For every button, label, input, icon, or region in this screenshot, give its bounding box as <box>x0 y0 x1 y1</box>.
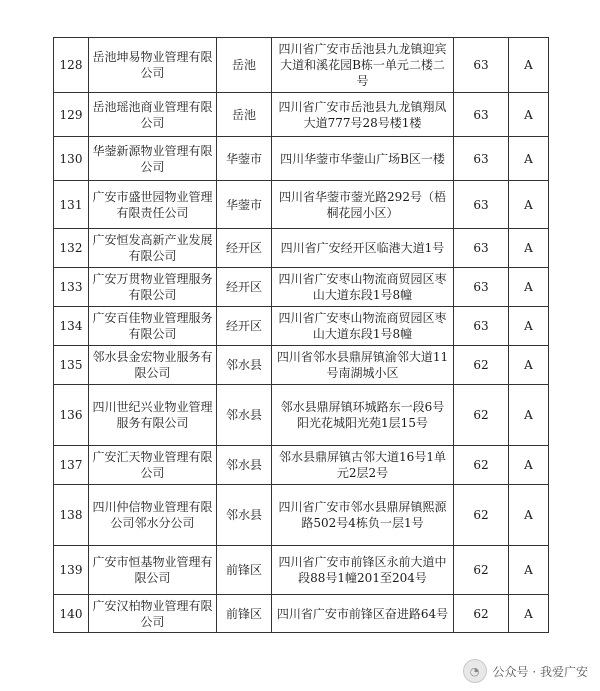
cell-address: 四川省广安市岳池县九龙镇迎宾大道和溪花园B栋一单元二楼二号 <box>272 38 454 93</box>
cell-no: 128 <box>54 38 89 93</box>
cell-no: 135 <box>54 346 89 385</box>
cell-address: 邻水县鼎屏镇环城路东一段6号阳光花城阳光苑1层15号 <box>272 385 454 446</box>
cell-address: 邻水县鼎屏镇古邻大道16号1单元2层2号 <box>272 446 454 485</box>
cell-name: 四川世纪兴业物业管理服务有限公司 <box>89 385 217 446</box>
cell-no: 139 <box>54 546 89 595</box>
table-row <box>54 385 549 446</box>
cell-score: 63 <box>454 93 509 137</box>
cell-grade: A <box>509 385 549 446</box>
cell-score: 62 <box>454 385 509 446</box>
cell-name: 广安市盛世园物业管理有限责任公司 <box>89 181 217 229</box>
cell-name: 华蓥新源物业管理有限公司 <box>89 137 217 181</box>
cell-address: 四川省广安经开区临港大道1号 <box>272 229 454 268</box>
table-row <box>54 229 549 268</box>
company-table-body <box>54 38 549 633</box>
cell-score: 62 <box>454 595 509 633</box>
watermark <box>463 659 588 683</box>
cell-region: 前锋区 <box>217 546 272 595</box>
table-row <box>54 546 549 595</box>
cell-grade: A <box>509 595 549 633</box>
cell-grade: A <box>509 546 549 595</box>
cell-region: 岳池 <box>217 93 272 137</box>
cell-address: 四川省邻水县鼎屏镇渝邻大道11号南湖城小区 <box>272 346 454 385</box>
cell-score: 63 <box>454 307 509 346</box>
table-row <box>54 307 549 346</box>
cell-address: 四川省华蓥市蓥光路292号（梧桐花园小区） <box>272 181 454 229</box>
cell-score: 63 <box>454 229 509 268</box>
cell-name: 广安市恒基物业管理有限公司 <box>89 546 217 595</box>
cell-region: 经开区 <box>217 229 272 268</box>
cell-address: 四川省广安市岳池县九龙镇翔凤大道777号28号楼1楼 <box>272 93 454 137</box>
cell-region: 华蓥市 <box>217 181 272 229</box>
cell-name: 邻水县金宏物业服务有限公司 <box>89 346 217 385</box>
cell-no: 131 <box>54 181 89 229</box>
cell-grade: A <box>509 268 549 307</box>
wechat-official-account-icon: ◔ <box>463 659 487 683</box>
cell-score: 62 <box>454 446 509 485</box>
cell-region: 邻水县 <box>217 385 272 446</box>
table-row <box>54 181 549 229</box>
cell-address: 四川省广安市前锋区奋进路64号 <box>272 595 454 633</box>
cell-no: 138 <box>54 485 89 546</box>
cell-grade: A <box>509 181 549 229</box>
cell-no: 133 <box>54 268 89 307</box>
cell-region: 岳池 <box>217 38 272 93</box>
table-row <box>54 137 549 181</box>
cell-address: 四川华蓥市华蓥山广场B区一楼 <box>272 137 454 181</box>
cell-score: 62 <box>454 485 509 546</box>
table-row <box>54 595 549 633</box>
table-row <box>54 346 549 385</box>
cell-name: 岳池坤易物业管理有限公司 <box>89 38 217 93</box>
cell-address: 四川省广安市邻水县鼎屏镇熙源路502号4栋负一层1号 <box>272 485 454 546</box>
cell-grade: A <box>509 229 549 268</box>
cell-name: 岳池瑶池商业管理有限公司 <box>89 93 217 137</box>
cell-grade: A <box>509 137 549 181</box>
cell-no: 140 <box>54 595 89 633</box>
table-row <box>54 93 549 137</box>
company-table <box>53 37 549 633</box>
cell-score: 63 <box>454 268 509 307</box>
cell-score: 63 <box>454 38 509 93</box>
cell-no: 130 <box>54 137 89 181</box>
cell-name: 四川仲信物业管理有限公司邻水分公司 <box>89 485 217 546</box>
cell-region: 邻水县 <box>217 346 272 385</box>
cell-grade: A <box>509 346 549 385</box>
cell-no: 132 <box>54 229 89 268</box>
cell-name: 广安万贯物业管理服务有限公司 <box>89 268 217 307</box>
cell-grade: A <box>509 485 549 546</box>
cell-name: 广安百佳物业管理服务有限公司 <box>89 307 217 346</box>
cell-region: 邻水县 <box>217 485 272 546</box>
table-row <box>54 485 549 546</box>
cell-no: 134 <box>54 307 89 346</box>
cell-score: 63 <box>454 137 509 181</box>
cell-no: 137 <box>54 446 89 485</box>
cell-grade: A <box>509 38 549 93</box>
cell-score: 63 <box>454 181 509 229</box>
cell-region: 经开区 <box>217 307 272 346</box>
watermark-text: 公众号 · 我爱广安 <box>492 664 588 679</box>
cell-name: 广安汇天物业管理有限公司 <box>89 446 217 485</box>
cell-grade: A <box>509 446 549 485</box>
table-row <box>54 268 549 307</box>
cell-address: 四川省广安枣山物流商贸园区枣山大道东段1号8幢 <box>272 307 454 346</box>
cell-no: 129 <box>54 93 89 137</box>
cell-grade: A <box>509 307 549 346</box>
table-row <box>54 38 549 93</box>
cell-region: 前锋区 <box>217 595 272 633</box>
cell-address: 四川省广安枣山物流商贸园区枣山大道东段1号8幢 <box>272 268 454 307</box>
cell-name: 广安恒发高新产业发展有限公司 <box>89 229 217 268</box>
cell-address: 四川省广安市前锋区永前大道中段88号1幢201至204号 <box>272 546 454 595</box>
cell-grade: A <box>509 93 549 137</box>
cell-name: 广安汉柏物业管理有限公司 <box>89 595 217 633</box>
table-row <box>54 446 549 485</box>
cell-region: 华蓥市 <box>217 137 272 181</box>
cell-region: 经开区 <box>217 268 272 307</box>
cell-no: 136 <box>54 385 89 446</box>
cell-score: 62 <box>454 346 509 385</box>
cell-region: 邻水县 <box>217 446 272 485</box>
cell-score: 62 <box>454 546 509 595</box>
